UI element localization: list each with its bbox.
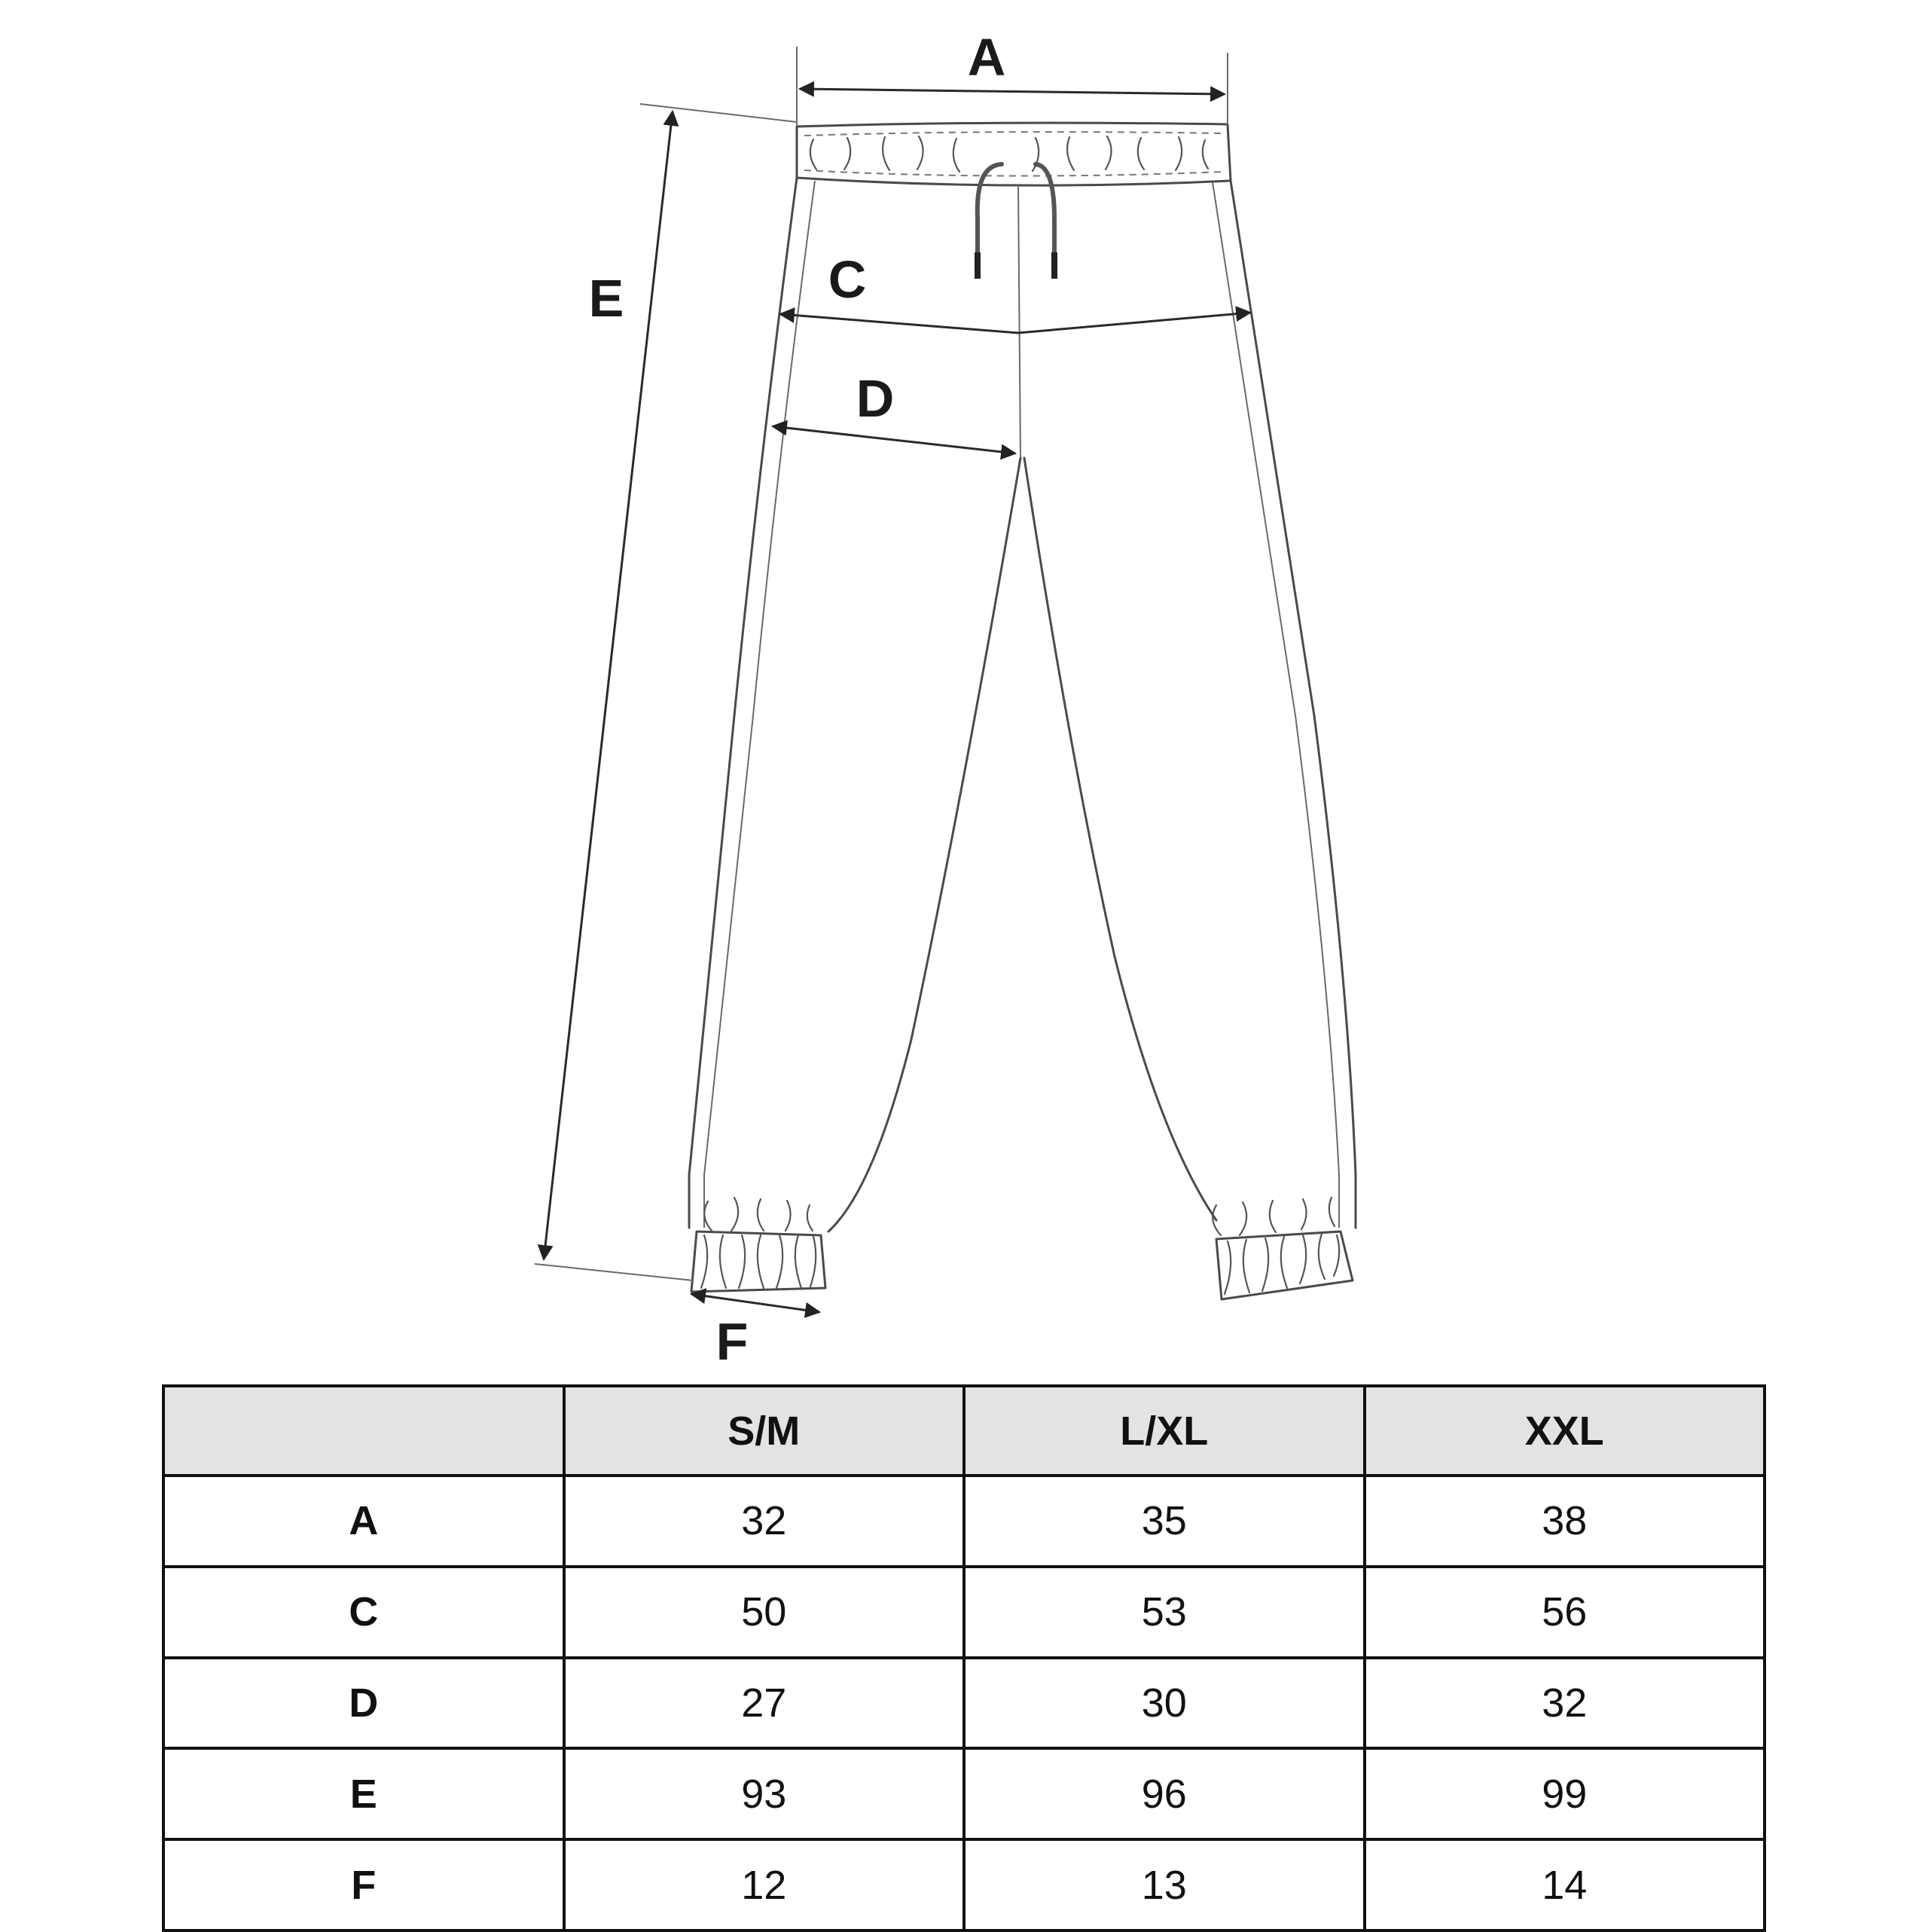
- table-row: [163, 1567, 1765, 1658]
- table-header-row: [163, 1386, 1765, 1476]
- table-row: [163, 1658, 1765, 1749]
- table-cell: 53: [964, 1567, 1365, 1658]
- drawstring: [978, 164, 1054, 279]
- size-table: [162, 1384, 1766, 1932]
- dimension-label-a: A: [967, 28, 1006, 87]
- right-cuff: [1213, 1198, 1353, 1299]
- waistband: [797, 123, 1231, 185]
- pants-outline: [689, 178, 1356, 1232]
- table-cell: 12: [564, 1839, 965, 1930]
- row-label: A: [163, 1476, 564, 1567]
- dimension-label-c: C: [828, 250, 867, 309]
- table-cell: 32: [1365, 1658, 1765, 1749]
- row-label: D: [163, 1658, 564, 1749]
- table-cell: 30: [964, 1658, 1365, 1749]
- dimension-c: [780, 250, 1250, 333]
- table-cell: 13: [964, 1839, 1365, 1930]
- table-cell: 96: [964, 1748, 1365, 1839]
- dimension-f: [691, 1294, 819, 1371]
- table-cell: 50: [564, 1567, 965, 1658]
- row-label: C: [163, 1567, 564, 1658]
- dimension-label-d: D: [856, 369, 895, 428]
- table-cell: 32: [564, 1476, 965, 1567]
- table-cell: 27: [564, 1658, 965, 1749]
- table-header-size: S/M: [564, 1386, 965, 1476]
- table-header-size: L/XL: [964, 1386, 1365, 1476]
- table-cell: 99: [1365, 1748, 1765, 1839]
- dimension-d: [773, 369, 1015, 453]
- row-label: F: [163, 1839, 564, 1930]
- dimension-e: [535, 104, 797, 1280]
- table-row: [163, 1476, 1765, 1567]
- table-header-blank: [163, 1386, 564, 1476]
- table-row: [163, 1839, 1765, 1930]
- table-header-size: XXL: [1365, 1386, 1765, 1476]
- dimension-a: [797, 28, 1228, 127]
- table-cell: 93: [564, 1748, 965, 1839]
- dimension-label-e: E: [588, 269, 624, 328]
- left-cuff: [691, 1198, 825, 1292]
- table-cell: 14: [1365, 1839, 1765, 1930]
- row-label: E: [163, 1748, 564, 1839]
- table-row: [163, 1748, 1765, 1839]
- table-cell: 35: [964, 1476, 1365, 1567]
- table-cell: 38: [1365, 1476, 1765, 1567]
- dimension-label-f: F: [715, 1312, 749, 1371]
- table-cell: 56: [1365, 1567, 1765, 1658]
